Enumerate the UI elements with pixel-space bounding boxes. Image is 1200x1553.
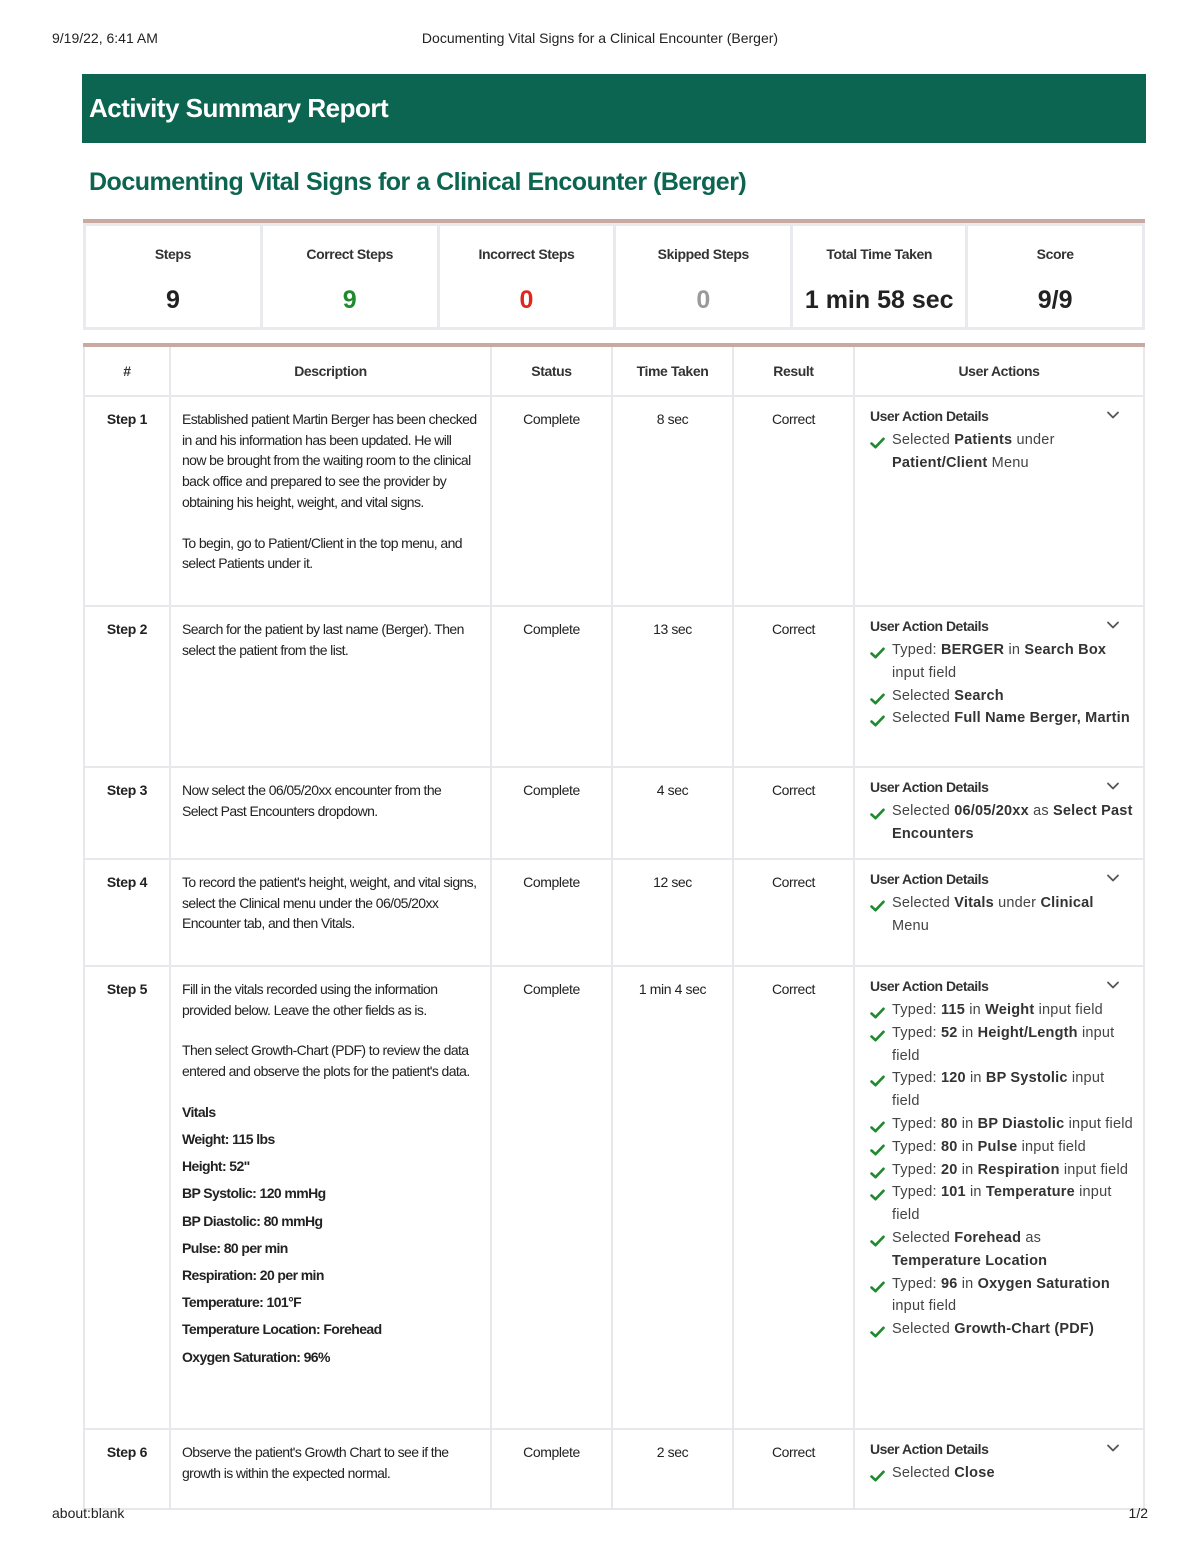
- action-text: Typed:: [892, 1138, 941, 1155]
- action-text: in: [957, 1275, 978, 1292]
- check-icon: [870, 690, 885, 702]
- chevron-down-icon[interactable]: [1106, 1440, 1120, 1454]
- step-result: Correct: [734, 1430, 855, 1510]
- user-action-item: [870, 999, 1133, 1022]
- user-action-item: [870, 639, 1133, 685]
- action-text: Typed:: [892, 642, 941, 658]
- action-text: 96: [940, 1275, 958, 1292]
- action-text: Selected: [892, 1321, 955, 1338]
- step-status: Complete: [492, 768, 613, 860]
- action-text: Pulse: [977, 1138, 1018, 1155]
- action-text: 101: [940, 1184, 966, 1201]
- action-text: in: [1004, 642, 1025, 658]
- step-user-actions: [855, 397, 1145, 607]
- step-number: Step 3: [83, 768, 171, 860]
- action-text: Select Past Encounters: [892, 803, 1133, 842]
- step-description-text: Now select the 06/05/20xx encounter from the Select Past Encounters dropdown.: [182, 782, 442, 819]
- summary-skipped-steps: [616, 226, 790, 327]
- chevron-down-icon[interactable]: [1106, 778, 1120, 792]
- vitals-item: BP Systolic: 120 mmHg: [182, 1185, 326, 1202]
- action-text: Temperature Location: [892, 1252, 1048, 1269]
- user-action-item: [870, 1159, 1133, 1182]
- action-text: Vitals: [954, 895, 994, 911]
- action-text: 120: [940, 1070, 966, 1087]
- print-date: 9/19/22, 6:41 AM: [52, 30, 158, 46]
- step-time-taken: 8 sec: [613, 397, 734, 607]
- step-description-text: Observe the patient's Growth Chart to see if the growth is within the expected normal.: [182, 1444, 449, 1481]
- action-text: Weight: [985, 1002, 1035, 1018]
- action-text: 20: [940, 1161, 958, 1178]
- action-text: input field: [892, 1024, 1115, 1064]
- action-text: Typed:: [892, 1002, 941, 1018]
- user-action-item: [870, 1067, 1133, 1113]
- action-text: Forehead: [954, 1229, 1022, 1246]
- action-text: input field: [892, 1070, 1105, 1110]
- action-text: 06/05/20xx: [954, 803, 1029, 819]
- action-text: Selected: [892, 803, 955, 819]
- user-action-item: [870, 1318, 1133, 1341]
- column-header-user-actions: User Actions: [855, 347, 1145, 397]
- step-description: [171, 397, 492, 607]
- action-text: in: [957, 1161, 978, 1178]
- vitals-item: Temperature: 101°F: [182, 1294, 302, 1311]
- action-text: Menu: [892, 917, 930, 934]
- user-action-item: [870, 800, 1133, 846]
- action-text: Selected: [892, 1229, 955, 1246]
- step-result: Correct: [734, 967, 855, 1430]
- user-action-details-title: User Action Details: [870, 871, 989, 887]
- table-row: [83, 768, 1145, 860]
- action-text: input field: [892, 664, 957, 681]
- summary-value: 9: [165, 286, 180, 314]
- action-text: input field: [892, 1184, 1112, 1224]
- action-text: Typed:: [892, 1161, 941, 1178]
- action-text: Close: [954, 1465, 995, 1481]
- user-action-item: [870, 1227, 1133, 1273]
- action-text: Temperature: [985, 1184, 1075, 1201]
- action-text: Growth-Chart (PDF): [954, 1321, 1094, 1338]
- user-action-item: [870, 1273, 1133, 1319]
- action-text: input field: [1017, 1138, 1086, 1155]
- action-text: Selected: [892, 895, 955, 911]
- action-text: input field: [1064, 1115, 1133, 1132]
- step-result: Correct: [734, 860, 855, 967]
- summary-stats: [83, 219, 1145, 330]
- action-text: as: [1028, 803, 1054, 819]
- user-action-details-title: User Action Details: [870, 779, 989, 795]
- page-number: 1/2: [1128, 1505, 1148, 1521]
- report-title: Activity Summary Report: [89, 93, 389, 123]
- column-header-status: Status: [492, 347, 613, 397]
- table-row: [83, 397, 1145, 607]
- vitals-list: [182, 1102, 478, 1368]
- step-description: [171, 967, 492, 1430]
- action-text: under: [1012, 432, 1055, 448]
- step-result: Correct: [734, 768, 855, 860]
- action-text: Patient/Client: [892, 454, 988, 471]
- column-header-time-taken: Time Taken: [613, 347, 734, 397]
- summary-correct-steps: [263, 226, 437, 327]
- step-description: [171, 768, 492, 860]
- action-text: Selected: [892, 432, 955, 448]
- step-status: Complete: [492, 967, 613, 1430]
- chevron-down-icon[interactable]: [1106, 870, 1120, 884]
- user-action-item: [870, 892, 1133, 938]
- check-icon: [870, 1186, 885, 1198]
- action-text: Height/Length: [977, 1024, 1078, 1041]
- user-action-item: [870, 1462, 1133, 1485]
- check-icon: [870, 1278, 885, 1290]
- vitals-item: Temperature Location: Forehead: [182, 1321, 382, 1338]
- vitals-item: Height: 52": [182, 1158, 250, 1175]
- user-action-item: [870, 429, 1133, 475]
- action-text: 80: [940, 1138, 958, 1155]
- step-description: [171, 607, 492, 768]
- summary-value: 1 min 58 sec: [804, 286, 954, 314]
- summary-value: 9: [342, 286, 357, 314]
- user-action-details-title: User Action Details: [870, 978, 989, 994]
- vitals-item: Vitals: [182, 1103, 216, 1120]
- check-icon: [870, 897, 885, 909]
- chevron-down-icon[interactable]: [1106, 617, 1120, 631]
- step-status: Complete: [492, 1430, 613, 1510]
- summary-value: 0: [696, 286, 711, 314]
- summary-steps: [86, 226, 260, 327]
- action-text: BERGER: [940, 642, 1005, 658]
- action-text: Typed:: [892, 1115, 941, 1132]
- print-header: [52, 30, 1148, 50]
- action-text: Typed:: [892, 1024, 941, 1041]
- report-banner: [82, 74, 1146, 143]
- step-user-actions: [855, 967, 1145, 1430]
- vitals-item: BP Diastolic: 80 mmHg: [182, 1212, 323, 1229]
- step-status: Complete: [492, 397, 613, 607]
- action-text: in: [957, 1138, 978, 1155]
- step-time-taken: 12 sec: [613, 860, 734, 967]
- action-text: 80: [940, 1115, 958, 1132]
- user-action-details-title: User Action Details: [870, 1441, 989, 1457]
- step-time-taken: 4 sec: [613, 768, 734, 860]
- action-text: Menu: [987, 454, 1029, 471]
- user-action-item: [870, 1022, 1133, 1068]
- action-text: in: [965, 1070, 986, 1087]
- action-text: BP Diastolic: [977, 1115, 1065, 1132]
- step-number: Step 2: [83, 607, 171, 768]
- action-text: Full Name Berger, Martin: [954, 710, 1130, 727]
- summary-label: Total Time Taken: [826, 246, 933, 262]
- check-icon: [870, 1141, 885, 1153]
- user-action-item: [870, 1136, 1133, 1159]
- action-text: input field: [1034, 1002, 1103, 1018]
- step-number: Step 4: [83, 860, 171, 967]
- step-time-taken: 1 min 4 sec: [613, 967, 734, 1430]
- table-row: [83, 1430, 1145, 1510]
- step-description: [171, 1430, 492, 1510]
- step-description-text: Then select Growth-Chart (PDF) to review the data entered and observe the plots for the patient's data.: [182, 1042, 470, 1080]
- action-text: Search: [954, 687, 1004, 704]
- user-action-item: [870, 1113, 1133, 1136]
- check-icon: [870, 805, 885, 817]
- vitals-item: Oxygen Saturation: 96%: [182, 1348, 330, 1365]
- chevron-down-icon[interactable]: [1106, 407, 1120, 421]
- action-text: under: [993, 895, 1041, 911]
- summary-label: Score: [1036, 246, 1074, 262]
- chevron-down-icon[interactable]: [1106, 977, 1120, 991]
- action-text: Oxygen Saturation: [977, 1275, 1110, 1292]
- check-icon: [870, 712, 885, 724]
- summary-total-time: [793, 226, 965, 327]
- action-text: Respiration: [977, 1161, 1060, 1178]
- summary-label: Incorrect Steps: [478, 246, 575, 262]
- step-status: Complete: [492, 607, 613, 768]
- step-result: Correct: [734, 397, 855, 607]
- print-document-title: Documenting Vital Signs for a Clinical Encounter (Berger): [421, 30, 779, 46]
- summary-incorrect-steps: [440, 226, 614, 327]
- print-url: about:blank: [52, 1505, 125, 1521]
- action-text: Typed:: [892, 1070, 941, 1087]
- action-text: input field: [892, 1298, 957, 1315]
- step-description: [171, 860, 492, 967]
- user-action-item: [870, 685, 1133, 708]
- user-action-item: [870, 1181, 1133, 1227]
- user-action-details-title: User Action Details: [870, 618, 989, 634]
- action-text: Patients: [954, 432, 1013, 448]
- action-text: Selected: [892, 1465, 955, 1481]
- step-user-actions: [855, 607, 1145, 768]
- action-text: in: [965, 1184, 986, 1201]
- action-text: Selected: [892, 710, 955, 727]
- action-text: as: [1021, 1229, 1042, 1246]
- check-icon: [870, 1118, 885, 1130]
- table-row: [83, 607, 1145, 768]
- check-icon: [870, 644, 885, 656]
- table-header-row: [83, 347, 1145, 397]
- summary-label: Correct Steps: [306, 246, 393, 262]
- summary-label: Steps: [154, 246, 191, 262]
- action-text: Search Box: [1024, 642, 1107, 658]
- action-text: in: [957, 1115, 978, 1132]
- check-icon: [870, 1027, 885, 1039]
- check-icon: [870, 1232, 885, 1244]
- activity-title: Documenting Vital Signs for a Clinical Encounter (Berger): [89, 168, 747, 196]
- step-time-taken: 2 sec: [613, 1430, 734, 1510]
- vitals-item: Pulse: 80 per min: [182, 1239, 288, 1256]
- action-text: input field: [1059, 1161, 1129, 1178]
- step-description-text: Search for the patient by last name (Berger). Then select the patient from the list.: [182, 621, 464, 658]
- column-header-result: Result: [734, 347, 855, 397]
- step-status: Complete: [492, 860, 613, 967]
- step-description-text: Fill in the vitals recorded using the information provided below. Leave the other fields as is.: [182, 981, 438, 1018]
- action-text: Typed:: [892, 1275, 941, 1292]
- step-description-text: Established patient Martin Berger has been checked in and his information has been updated. He will now be brought from the waiting room to the clinical back office and prepared to see the provider by obtaining his height, weight, and vital signs.: [182, 411, 477, 510]
- summary-value: 0: [519, 286, 534, 314]
- action-text: 115: [940, 1002, 965, 1018]
- vitals-item: Weight: 115 lbs: [182, 1131, 275, 1148]
- summary-label: Skipped Steps: [657, 246, 749, 262]
- check-icon: [870, 1072, 885, 1084]
- action-text: Selected: [892, 687, 955, 704]
- check-icon: [870, 1323, 885, 1335]
- action-text: 52: [940, 1024, 958, 1041]
- step-user-actions: [855, 860, 1145, 967]
- check-icon: [870, 1467, 885, 1479]
- action-text: in: [964, 1002, 986, 1018]
- step-number: Step 5: [83, 967, 171, 1430]
- step-description-text: To begin, go to Patient/Client in the top menu, and select Patients under it.: [182, 534, 462, 572]
- step-result: Correct: [734, 607, 855, 768]
- step-user-actions: [855, 768, 1145, 860]
- step-number: Step 6: [83, 1430, 171, 1510]
- check-icon: [870, 1004, 885, 1016]
- user-action-details-title: User Action Details: [870, 408, 989, 424]
- vitals-item: Respiration: 20 per min: [182, 1267, 324, 1284]
- table-row: [83, 967, 1145, 1430]
- step-time-taken: 13 sec: [613, 607, 734, 768]
- step-number: Step 1: [83, 397, 171, 607]
- check-icon: [870, 1164, 885, 1176]
- action-text: Clinical: [1040, 895, 1094, 911]
- check-icon: [870, 434, 885, 446]
- action-text: BP Systolic: [985, 1070, 1068, 1087]
- action-text: Typed:: [892, 1184, 941, 1201]
- column-header-description: Description: [171, 347, 492, 397]
- action-text: in: [957, 1024, 978, 1041]
- table-row: [83, 860, 1145, 967]
- steps-table: [83, 343, 1145, 1510]
- column-header-number: #: [83, 347, 171, 397]
- step-description-text: To record the patient's height, weight, and vital signs, select the Clinical menu under the 06/05/20xx Encounter tab, and then Vitals.: [182, 874, 477, 932]
- user-action-item: [870, 707, 1133, 730]
- summary-score: [968, 226, 1142, 327]
- summary-value: 9/9: [1037, 286, 1073, 314]
- print-footer: [52, 1505, 1148, 1525]
- step-user-actions: [855, 1430, 1145, 1510]
